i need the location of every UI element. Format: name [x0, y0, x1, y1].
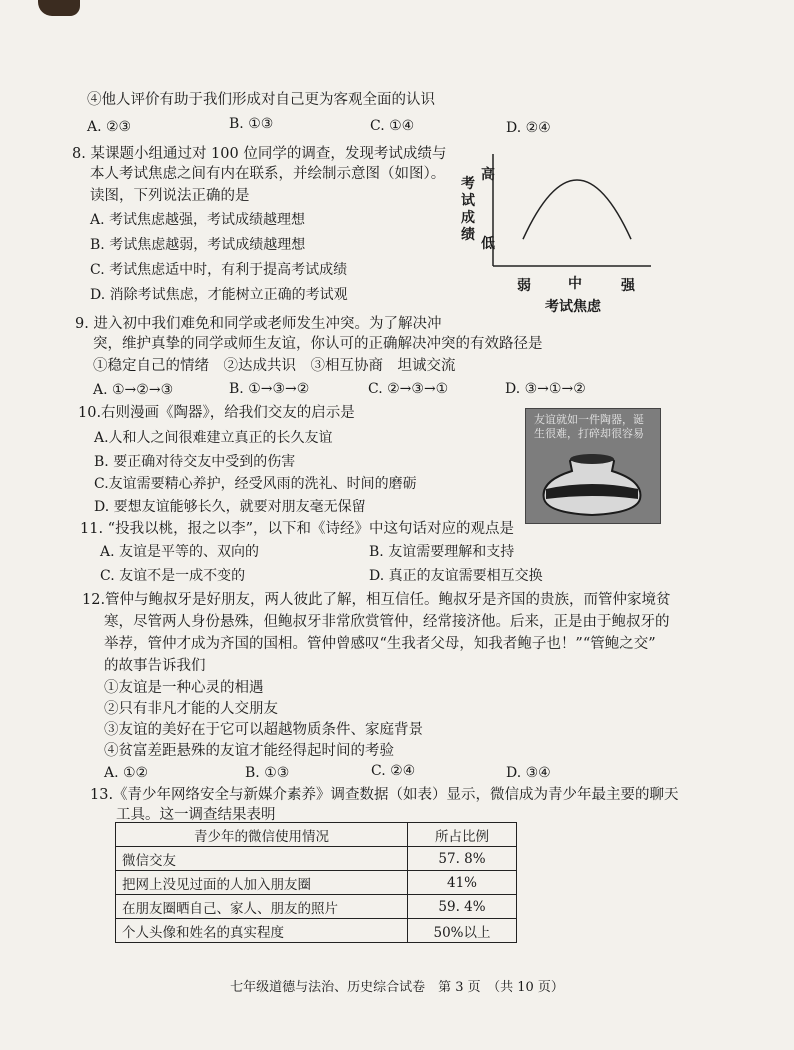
q12-statement-3: ③友谊的美好在于它可以超越物质条件、家庭背景: [104, 722, 423, 738]
q7-statement-4: ④他人评价有助于我们形成对自己更为客观全面的认识: [87, 92, 435, 108]
table-cell: 在朋友圈晒自己、家人、朋友的照片: [116, 895, 408, 919]
q8-option-b[interactable]: B. 考试焦虑越弱，考试成绩越理想: [90, 237, 306, 253]
q11-option-c[interactable]: C. 友谊不是一成不变的: [100, 568, 246, 584]
q10-option-a[interactable]: A.人和人之间很难建立真正的长久友谊: [94, 430, 333, 446]
q9-stem-line-3: ①稳定自己的情绪 ②达成共识 ③相互协商 坦诚交流: [93, 358, 456, 374]
table-header: 所占比例: [408, 823, 517, 847]
table-cell: 个人头像和姓名的真实程度: [116, 919, 408, 943]
scan-corner-mark: [38, 0, 80, 16]
pottery-cartoon: [525, 408, 661, 524]
table-row: [116, 895, 517, 919]
q12-stem-line-2: 寒，尽管两人身份悬殊，但鲍叔牙非常欣赏管仲，经常接济他。后来，正是由于鲍叔牙的: [104, 614, 670, 630]
y-tick-high: 高: [481, 167, 495, 183]
q9-option-d[interactable]: D. ③→①→②: [505, 381, 586, 397]
q10-option-d[interactable]: D. 要想友谊能够长久，就要对朋友毫无保留: [94, 499, 366, 515]
anxiety-score-chart: [455, 150, 655, 315]
x-tick-medium: 中: [568, 276, 582, 292]
score-curve: [523, 180, 631, 239]
q7-option-a[interactable]: A. ②③: [87, 119, 132, 135]
q12-statement-2: ②只有非凡才能的人交朋友: [104, 701, 278, 717]
q9-option-c[interactable]: C. ②→③→①: [368, 381, 449, 397]
q8-option-d[interactable]: D. 消除考试焦虑，才能树立正确的考试观: [90, 287, 348, 303]
wechat-usage-table: [115, 822, 517, 943]
q8-option-c[interactable]: C. 考试焦虑适中时，有利于提高考试成绩: [90, 262, 348, 278]
q8-stem-line-1: 8. 某课题小组通过对 100 位同学的调查，发现考试成绩与: [72, 146, 447, 162]
q11-option-a[interactable]: A. 友谊是平等的、双向的: [100, 544, 260, 560]
q10-option-b[interactable]: B. 要正确对待交友中受到的伤害: [94, 454, 296, 470]
y-tick-low: 低: [481, 236, 495, 252]
x-tick-weak: 弱: [517, 278, 531, 294]
q12-statement-1: ①友谊是一种心灵的相遇: [104, 680, 264, 696]
q7-option-b[interactable]: B. ①③: [229, 116, 274, 132]
q9-stem-line-1: 9. 进入初中我们难免和同学或老师发生冲突。为了解决冲: [75, 316, 442, 332]
q8-stem-line-3: 读图，下列说法正确的是: [90, 188, 250, 204]
table-cell: 41%: [408, 871, 517, 895]
q8-option-a[interactable]: A. 考试焦虑越强，考试成绩越理想: [90, 212, 306, 228]
q7-option-d[interactable]: D. ②④: [506, 120, 551, 136]
x-axis-label: 考试焦虑: [545, 299, 601, 315]
table-row: [116, 871, 517, 895]
q12-option-b[interactable]: B. ①③: [245, 765, 290, 781]
q12-option-c[interactable]: C. ②④: [371, 763, 416, 779]
table-cell: 把网上没见过面的人加入朋友圈: [116, 871, 408, 895]
q11-stem: 11. “投我以桃，报之以李”，以下和《诗经》中这句话对应的观点是: [80, 521, 514, 537]
q10-stem: 10.右则漫画《陶器》，给我们交友的启示是: [78, 405, 355, 421]
table-row: [116, 919, 517, 943]
q7-option-c[interactable]: C. ①④: [370, 118, 415, 134]
q12-stem-line-3: 举荐，管仲才成为齐国的国相。管仲曾感叹“生我者父母，知我者鲍子也！”“管鲍之交”: [104, 636, 656, 652]
q12-stem-line-1: 12.管仲与鲍叔牙是好朋友，两人彼此了解，相互信任。鲍叔牙是齐国的贵族，而管仲家境贫: [82, 592, 671, 608]
q10-option-c[interactable]: C.友谊需要精心养护，经受风雨的洗礼、时间的磨砺: [94, 476, 417, 492]
page-footer: 七年级道德与法治、历史综合试卷 第 3 页 （共 10 页）: [230, 980, 564, 995]
x-tick-strong: 强: [621, 278, 635, 294]
table-header-row: [116, 823, 517, 847]
q13-stem-line-2: 工具。这一调查结果表明: [116, 807, 276, 823]
y-axis-label: 考试成绩: [461, 176, 475, 243]
q12-statement-4: ④贫富差距悬殊的友谊才能经得起时间的考验: [104, 743, 394, 759]
q8-stem-line-2: 本人考试焦虑之间有内在联系，并绘制示意图（如图）。: [90, 166, 446, 182]
table-cell: 57. 8%: [408, 847, 517, 871]
table-row: [116, 847, 517, 871]
q12-stem-line-4: 的故事告诉我们: [104, 658, 206, 674]
table-cell: 59. 4%: [408, 895, 517, 919]
q9-option-b[interactable]: B. ①→③→②: [229, 381, 310, 397]
pottery-vase-illustration: [526, 409, 660, 523]
cartoon-caption: 友谊就如一件陶器，诞生很难，打碎却很容易: [534, 413, 644, 440]
table-cell: 微信交友: [116, 847, 408, 871]
q12-option-a[interactable]: A. ①②: [104, 765, 149, 781]
q11-option-d[interactable]: D. 真正的友谊需要相互交换: [369, 568, 543, 584]
q9-stem-line-2: 突，维护真挚的同学或师生友谊，你认可的正确解决冲突的有效路径是: [93, 336, 543, 352]
q12-option-d[interactable]: D. ③④: [506, 765, 551, 781]
q9-option-a[interactable]: A. ①→②→③: [93, 382, 174, 398]
q13-stem-line-1: 13.《青少年网络安全与新媒介素养》调查数据（如表）显示，微信成为青少年最主要的聊天: [90, 787, 679, 803]
table-header: 青少年的微信使用情况: [116, 823, 408, 847]
q11-option-b[interactable]: B. 友谊需要理解和支持: [369, 544, 515, 560]
table-cell: 50%以上: [408, 919, 517, 943]
